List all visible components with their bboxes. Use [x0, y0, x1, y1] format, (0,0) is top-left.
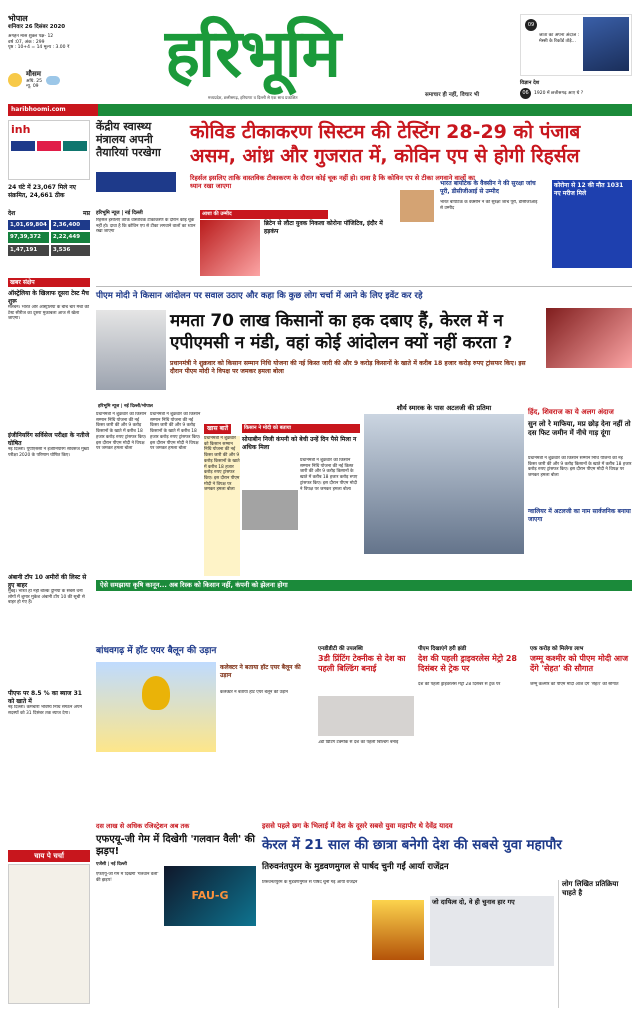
covid-box-title: कोरोना से 12 की मौत 1031 नए मरीज मिले — [554, 182, 624, 197]
brief1-title: ऑस्ट्रेलिया के खिलाफ दूसरा टेस्ट मैच शुरू — [8, 290, 89, 305]
min-label: न्यू. — [26, 84, 32, 90]
cartoon-label: चाय पे चर्चा — [8, 850, 90, 862]
balloon-title[interactable]: बांधवगढ़ में हॉट एयर बैलून की उड़ान — [96, 646, 217, 656]
b1-head[interactable]: 3डी प्रिंटिंग टेक्नीक से देश का पहली बिल्डिंग बनाई — [318, 654, 406, 673]
cartoon-image — [8, 864, 90, 1004]
lead2-mid-body: प्रधानमंत्री ने शुक्रवार को किसान सम्मान निधि योजना की नई किस्त जारी की और 9 करोड़ किसानों के खाते में करीब 18 हजार करोड़ रुपए ट्रांसफर किए। इस दौरान पीएम मोदी ने विपक्ष पर जमकर हमला बोला — [300, 458, 358, 492]
brief2-title: इंजीनियरिंग सर्विसेज परीक्षा के नतीजे घोषित — [8, 432, 90, 447]
balloon-icon — [142, 676, 170, 710]
teaser-box[interactable] — [520, 14, 632, 76]
lead2-col1: प्रधानमंत्री ने शुक्रवार को किसान सम्मान निधि योजना की नई किस्त जारी की और 9 करोड़ किसानों के खाते में करीब 18 हजार करोड़ रुपए ट्रांसफर किए। इस दौरान पीएम मोदी ने विपक्ष पर जमकर हमला बोला — [96, 412, 147, 452]
stat-recovered-mp: 2,22,449 — [51, 232, 90, 243]
khabar-label: खबर संक्षेप — [8, 278, 90, 287]
brief1[interactable] — [8, 290, 90, 375]
stat-deaths-mp: 3,536 — [51, 245, 90, 256]
b2-kicker: पीएम दिखाएंगे हरी झंडी — [418, 646, 467, 652]
mayor-kicker: इससे पहले छग के भिलाई में देश के दूसरे सबसे युवा महापौर थे देवेंद्र यादव — [262, 822, 453, 830]
mayor-body: तिरुवनंतपुरम के मुडवणमुगल से पार्षद चुनी गईं आर्या राजेंद्रन — [262, 880, 358, 885]
footballer-photo — [583, 17, 629, 71]
quote-box — [430, 896, 554, 966]
reporter-photo — [400, 190, 434, 222]
balloon-head[interactable]: कलेक्टर ने बताया हॉट एयर बैलून की उड़ान — [220, 664, 301, 679]
teaser2-label: विज्ञान देश — [520, 80, 540, 86]
shraddhanjali-head: शौर्य स्मारक के पास अटलजी की प्रतिमा — [396, 404, 492, 412]
brief3-title: अंबानी टॉप 10 अमीरों की लिस्ट से हुए बाहर — [8, 574, 87, 589]
lead2-strip: ऐसे समझाया कृषि कानून... अब रिस्क को किसान नहीं, कंपनी को झेलना होगा — [96, 580, 632, 591]
mp-label: मप्र — [82, 210, 90, 217]
khas-label: खास बातें — [204, 424, 231, 434]
brief4-body: नई दिल्ली। कर्मचारी भविष्य निधि संगठन अपने सदस्यों को 31 दिसंबर तक ब्याज देगा। — [8, 705, 82, 716]
max-label: अधि. — [26, 78, 35, 84]
desh-label: देश — [8, 210, 16, 217]
atal-statue-photo — [364, 414, 524, 554]
faug-photo: FAU-G — [164, 866, 256, 926]
b2-head[interactable]: देश की पहली ड्राइवरलेस मेट्रो 28 दिसंबर से ट्रेक पर — [418, 654, 517, 673]
masthead-logo: हरिभूमि — [165, 14, 340, 92]
lead1-box-title: आशा की उम्मीद — [200, 210, 328, 219]
stat-deaths-india: 1,47,191 — [8, 245, 49, 256]
brief3[interactable] — [8, 574, 90, 679]
edition: अगहन मास शुक्ल पक्ष- 12 — [8, 33, 54, 39]
weather — [8, 70, 88, 90]
sidebar-ad — [8, 120, 90, 180]
lead1-sub: रिहर्सल इसलिए ताकि वास्तविक टीकाकरण के दौरान कोई चूक नहीं हो। दावा है कि कोविन एप से टीका लगवाने वालों का ध्यान रखा जाएगा — [190, 174, 475, 191]
vaccine-photo — [200, 220, 260, 276]
b3-kicker: एक करोड़ को मिलेगा लाभ — [530, 646, 584, 652]
stat-total-mp: 2,36,400 — [51, 220, 90, 231]
b3-body: जम्मू कश्मीर को पीएम मोदी आज देंगे 'सेहत' की सौगात — [530, 682, 619, 687]
divider — [96, 286, 632, 287]
volume: वर्ष :07, अंक : 299 — [8, 39, 45, 45]
lead2-right-body: प्रधानमंत्री ने शुक्रवार को किसान सम्मान निधि योजना की नई किस्त जारी की और 9 करोड़ किसानों के खाते में करीब 18 हजार करोड़ रुपए ट्रांसफर किए। इस दौरान पीएम मोदी ने विपक्ष पर जमकर हमला बोला — [528, 456, 632, 479]
cloud-icon — [46, 76, 60, 85]
masthead-meta — [8, 14, 118, 51]
lead2-line2[interactable]: एपीएमसी न मंडी, वहां कोई आंदोलन क्यों नहीं करता ? — [170, 333, 513, 353]
galwan-body: एफएयू-जी गेम में दिखेगी 'गलवान वैली' की झड़प! — [96, 872, 159, 883]
stat-total-india: 1,01,69,804 — [8, 220, 49, 231]
channel-logo — [63, 141, 87, 151]
3d-building-photo — [318, 696, 414, 736]
tata-logo — [11, 141, 35, 151]
lead2-line1[interactable]: ममता 70 लाख किसानों का हक दबाए हैं, केरल में न — [170, 311, 503, 331]
teaser1-text: जाता का अपना अंदाज : मेस्सी के रिकॉर्ड तोड़े... — [539, 33, 580, 44]
covid-box[interactable] — [552, 180, 632, 268]
galwan-kicker: दस लाख से अधिक रजिस्ट्रेशन अब तक — [96, 822, 190, 830]
date: शनिवार 26 दिसंबर 2020 — [8, 24, 66, 30]
airtel-logo — [37, 141, 61, 151]
brief2[interactable] — [8, 432, 90, 507]
covid-stats — [8, 210, 90, 256]
galwan-byline: एजेंसी | नई दिल्ली — [96, 862, 127, 867]
brief2-body: नई दिल्ली। यूपीएससी ने इंजीनियरिंग सर्विसेज मुख्य परीक्षा 2020 के परिणाम घोषित किए। — [8, 447, 89, 458]
khas-baaten-body: प्रधानमंत्री ने शुक्रवार को किसान सम्मान निधि योजना की नई किस्त जारी की और 9 करोड़ किसानों के खाते में करीब 18 हजार करोड़ रुपए ट्रांसफर किए। इस दौरान पीएम मोदी ने विपक्ष पर जमकर हमला बोला — [204, 436, 240, 576]
top-ad-text: केंद्रीय स्वास्थ्य मंत्रालय अपनी तैयारियां परखेगा — [96, 120, 161, 160]
mayor-quote: जो दायित्व दो, वे ही चुनाव हार गए — [432, 898, 515, 906]
lead2-mid-head[interactable]: सोयाबीन निजी कंपनी को बेची उन्हें दिन पैसे मिला न अधिक मिला — [242, 436, 357, 451]
lead2-intro: प्रधानमंत्री ने शुक्रवार को किसान सम्मान निधि योजना की नई किस्त जारी की और 9 करोड़ किसानों के खाते में करीब 18 हजार करोड़ रुपए ट्रांसफर किए। इस दौरान पीएम मोदी ने विपक्ष पर जमकर हमला बोला — [170, 360, 526, 376]
lead2-kicker: पीएम मोदी ने किसान आंदोलन पर सवाल उठाए और कहा कि कुछ लोग चर्चा में आने के लिए इवेंट कर रहे — [96, 291, 423, 301]
bottom-right-box — [558, 880, 632, 1008]
arya-photo — [372, 900, 424, 960]
b3-head[interactable]: जम्मू कश्मीर को पीएम मोदी आज देंगे 'सेहत' की सौगात — [530, 654, 629, 673]
brief3-body: मुंबई। भारत ही नहीं बल्कि दुनिया के सबसे धनी लोगों में शुमार मुकेश अंबानी टॉप 10 की सूची से बाहर हो गए हैं। — [8, 589, 85, 606]
lead1-inset-box — [96, 172, 176, 192]
modi-photo — [96, 310, 166, 390]
balloon-photo — [96, 662, 216, 752]
mid-box-title: किसान ने मोदी को बताया — [242, 424, 360, 433]
lead1-line2[interactable]: असम, आंध्र और गुजरात में, कोविन एप से होगी रिहर्सल — [190, 145, 580, 167]
teaser2-number: 06 — [520, 88, 531, 99]
green-band — [8, 104, 632, 116]
khas-baaten — [204, 424, 240, 433]
lead1-byline: हरिभूमि न्यूज | नई दिल्ली — [96, 210, 143, 216]
teaser2[interactable] — [520, 80, 632, 99]
tagline-left: मध्यप्रदेश, छत्तीसगढ़, हरियाणा व दिल्ली से एक साथ प्रकाशित — [208, 95, 298, 100]
covid-stat-title: 24 घंटे में 23,067 मिले नए संक्रमित, 24,661 ठीक — [8, 184, 76, 199]
lead2-right-kicker: हिंद, शिवराज का ये अलग अंदाज — [528, 408, 614, 416]
pages: पृष्ठ : 10+4 = 14 मूल्य : 3.00 ₹ — [8, 45, 70, 51]
lead1-body: रिहर्सल इसलिए ताकि वास्तविक टीकाकरण के दौरान कोई चूक नहीं हो। दावा है कि कोविन एप से टीका लगवाने वालों का ध्यान रखा जाएगा — [96, 218, 196, 235]
teaser2-text: 1920 में छत्तीसगढ़ आए थे ? — [534, 90, 584, 96]
b2-body: देश की पहली ड्राइवरलेस मेट्रो 28 दिसंबर से ट्रेक पर — [418, 682, 501, 687]
b1-body: 3डी प्रिंटिंग टेक्नीक से देश का पहली बिल्डिंग बनाई — [318, 740, 399, 745]
lead1-side-head[interactable]: भारत बायोटेक के वैक्सीन ने की सुरक्षा जांच पूरी, डीसीजीआई से उम्मीद — [440, 180, 536, 195]
ad-brand: inh — [11, 123, 31, 136]
brief1-body: मेलबर्न। भारत और ऑस्ट्रेलिया के बीच चार मैचों की टेस्ट सीरीज का दूसरा मुकाबला आज से खेला जाएगा। — [8, 305, 89, 322]
mayor-sub: तिरुवनंतपुरम के मुडवणमुगल से पार्षद चुनी गईं आर्या राजेंद्रन — [262, 862, 449, 872]
galwan-title[interactable]: एफएयू-जी गेम में दिखेगी 'गलवान वैली' की झड़प! — [96, 834, 255, 857]
uk-strain-head[interactable]: ब्रिटेन से लौटा युवक निकला कोरोना पॉजिटिव, इंदौर में हड़कंप — [264, 220, 383, 235]
tagline-right: समाचार ही नहीं, विचार भी — [425, 92, 480, 98]
brief4-title: पीएफ पर 8.5 % का ब्याज 31 को खाते में — [8, 690, 82, 705]
video-conf-photo — [242, 490, 298, 530]
lead2-col2: प्रधानमंत्री ने शुक्रवार को किसान सम्मान निधि योजना की नई किस्त जारी की और 9 करोड़ किसानों के खाते में करीब 18 हजार करोड़ रुपए ट्रांसफर किए। इस दौरान पीएम मोदी ने विपक्ष पर जमकर हमला बोला — [150, 412, 201, 452]
lead2-byline: हरिभूमि न्यूज | नई दिल्ली/भोपाल — [98, 404, 153, 409]
gwalior-head[interactable]: ग्वालियर में अटलजी का नाम सार्वजनिक बनाया जाएगा — [528, 508, 631, 523]
max-temp: 25 — [36, 78, 42, 84]
stat-recovered-india: 97,39,372 — [8, 232, 49, 243]
min-temp: 09 — [32, 84, 39, 90]
city: भोपाल — [8, 14, 28, 23]
sun-icon — [8, 73, 22, 87]
balloon-body: कलेक्टर ने बताया हॉट एयर बैलून की उड़ान — [220, 690, 288, 695]
lead1-side-body: भारत बायोटेक के वैक्सीन ने की सुरक्षा जांच पूरी, डीसीजीआई से उम्मीद — [440, 200, 538, 211]
b1-kicker: एनडीडीटी की उपलब्धि — [318, 646, 363, 652]
lead2-right-head[interactable]: सुन लो रे माफिया, मप्र छोड़ देना नहीं तो दस फिट जमीन में नीचे गाड़ दूंगा — [528, 420, 631, 438]
mayor-title[interactable]: केरल में 21 साल की छात्रा बनेगी देश की सबसे युवा महापौर — [262, 837, 562, 853]
brief4[interactable] — [8, 690, 90, 785]
lead1-line1[interactable]: कोविड टीकाकरण सिस्टम की टेस्टिंग 28-29 को पंजाब — [190, 121, 581, 143]
website[interactable]: haribhoomi.com — [8, 104, 98, 116]
bottom-right-head: लोग लिखित प्रतिक्रिया चाहते है — [562, 880, 619, 897]
protest-photo — [546, 308, 632, 368]
weather-label: मौसम — [26, 70, 41, 78]
teaser1-number: 09 — [525, 19, 537, 31]
